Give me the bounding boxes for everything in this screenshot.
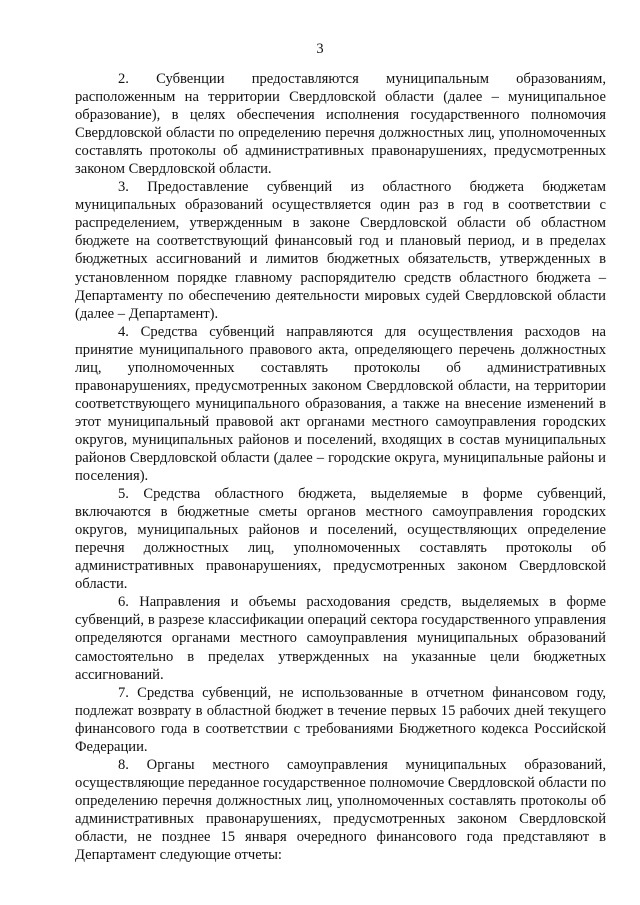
paragraph-8: 8. Органы местного самоуправления муниципальных образований, осуществляющие переданное государственное полномочие Свердловской области по определению перечня должностных лиц, уполномоченных составлять протоколы об административных правонарушениях, предусмотренных законом Свердловской области, не позднее 15 января очередного финансового года представляют в Департамент следующие отчеты: [75,756,606,864]
paragraph-3: 3. Предоставление субвенций из областного бюджета бюджетам муниципальных образований осуществляется один раз в год в соответствии с распределением, утвержденным в законе Свердловской области об областном бюджете на соответствующий финансовый год и плановый период, и в пределах бюджетных ассигнований и лимитов бюджетных обязательств, утвержденных в установленном порядке главному распорядителю средств областного бюджета – Департаменту по обеспечению деятельности мировых судей Свердловской области (далее – Департамент). [75,179,606,322]
paragraph-6: 6. Направления и объемы расходования средств, выделяемых в форме субвенций, в разрезе классификации операций сектора государственного управления определяются органами местного самоуправления муниципальных образований самостоятельно в пределах утвержденных на указанные цели бюджетных ассигнований. [75,594,606,683]
document-body [75,70,606,864]
paragraph-2: 2. Субвенции предоставляются муниципальным образованиям, расположенным на территории Свердловской области (далее – муниципальное образование), в целях обеспечения исполнения государственного полномочия Свердловской области по определению перечня должностных лиц, уполномоченных составлять протоколы об административных правонарушениях, предусмотренных законом Свердловской области. [75,71,606,178]
paragraph-5: 5. Средства областного бюджета, выделяемые в форме субвенций, включаются в бюджетные сметы органов местного самоуправления городских округов, муниципальных районов и поселений, осуществляющих определение перечня должностных лиц, уполномоченных составлять протоколы об административных правонарушениях, предусмотренных законом Свердловской области. [75,486,606,593]
paragraph-7: 7. Средства субвенций, не использованные в отчетном финансовом году, подлежат возврату в областной бюджет в течение первых 15 рабочих дней текущего финансового года в соответствии с требованиями Бюджетного кодекса Российской Федерации. [75,684,606,755]
page-number: 3 [316,41,324,57]
paragraph-4: 4. Средства субвенций направляются для осуществления расходов на принятие муниципального правового акта, определяющего перечень должностных лиц, уполномоченных составлять протоколы об административных правонарушениях, предусмотренных законом Свердловской области, на территории соответствующего муниципального образования, а также на внесение изменений в этот муниципальный правовой акт органами местного самоуправления городских округов, муниципальных районов и поселений, входящих в состав муниципальных районов Свердловской области (далее – городские округа, муниципальные районы и поселения). [75,323,606,485]
